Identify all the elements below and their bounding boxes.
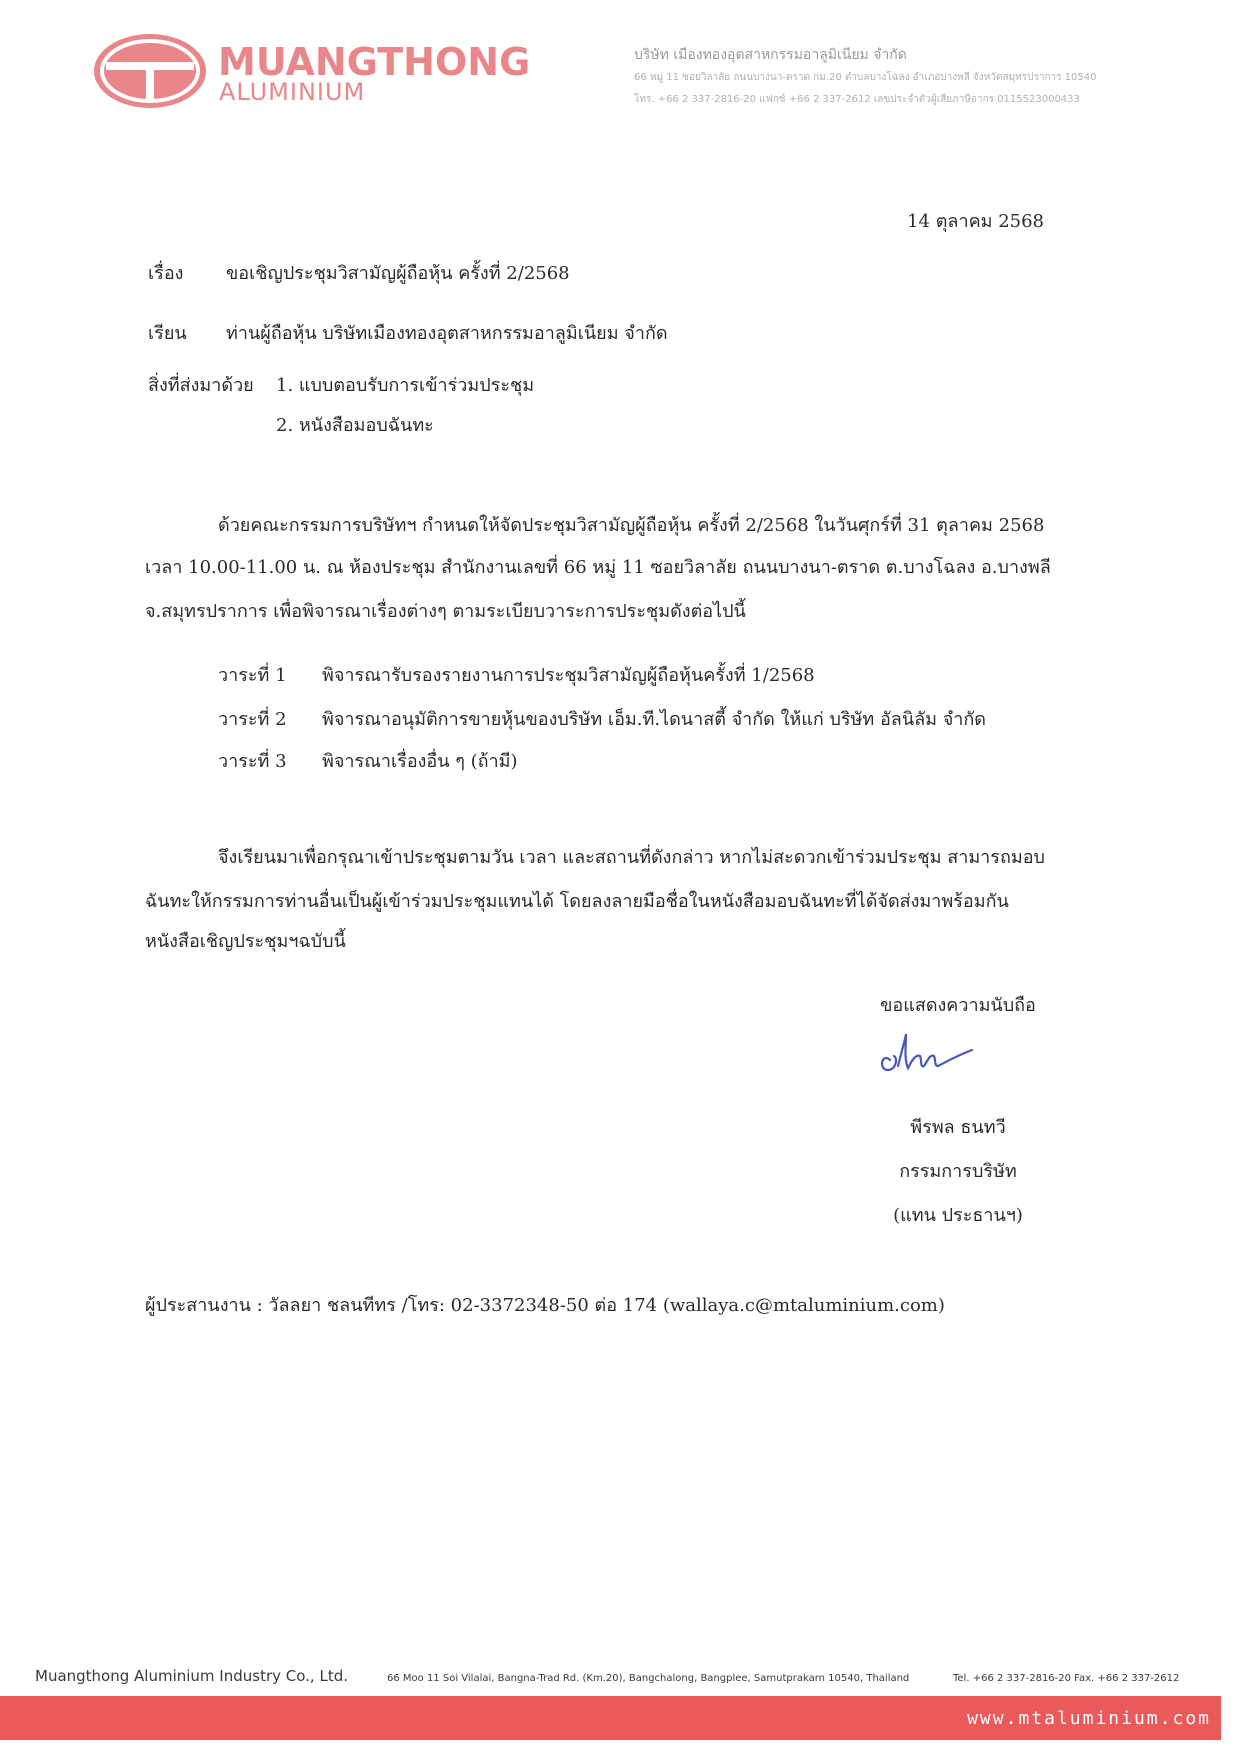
company-logo-icon <box>92 32 208 110</box>
footer-website: www.mtaluminium.com <box>967 1708 1211 1729</box>
recipient-text: ท่านผู้ถือหุ้น บริษัทเมืองทองอุตสาหกรรมอาลูมิเนียม จำกัด <box>226 323 668 344</box>
body-paragraph-1-line: จ.สมุทรปราการ เพื่อพิจารณาเรื่องต่างๆ ตามระเบียบวาระการประชุมดังต่อไปนี้ <box>145 601 746 622</box>
body-paragraph-1-line: ด้วยคณะกรรมการบริษัทฯ กำหนดให้จัดประชุมวิสามัญผู้ถือหุ้น ครั้งที่ 2/2568 ในวันศุกร์ที่ 31 ตุลาคม 2568 <box>218 515 1045 536</box>
footer-address: 66 Moo 11 Soi Vilalai, Bangna-Trad Rd. (Km.20), Bangchalong, Bangplee, Samutprakarn 10540, Thailand <box>387 1673 910 1684</box>
company-name-thai: บริษัท เมืองทองอุตสาหกรรมอาลูมิเนียม จำกัด <box>634 47 907 63</box>
body-paragraph-2-line: ฉันทะให้กรรมการท่านอื่นเป็นผู้เข้าร่วมประชุมแทนได้ โดยลงลายมือชื่อในหนังสือมอบฉันทะที่ได้จัดส่งมาพร้อมกัน <box>145 891 1009 912</box>
subject-text: ขอเชิญประชุมวิสามัญผู้ถือหุ้น ครั้งที่ 2/2568 <box>226 263 570 284</box>
recipient-label: เรียน <box>148 323 187 344</box>
body-paragraph-2-line: หนังสือเชิญประชุมฯฉบับนี้ <box>145 931 346 952</box>
signer-name: พีรพล ธนทวี <box>910 1117 1006 1138</box>
agenda-item: พิจารณาเรื่องอื่น ๆ (ถ้ามี) <box>322 751 518 772</box>
company-contact-thai: โทร. +66 2 337-2816-20 แฟกซ์ +66 2 337-2612 เลขประจำตัวผู้เสียภาษีอากร 0115523000433 <box>634 94 1080 105</box>
coordinator-contact: ผู้ประสานงาน : วัลลยา ชลนทีทร /โทร: 02-3372348-50 ต่อ 174 (wallaya.c@mtaluminium.com) <box>145 1295 945 1316</box>
closing-text: ขอแสดงความนับถือ <box>880 995 1036 1016</box>
agenda-item: พิจารณารับรองรายงานการประชุมวิสามัญผู้ถือหุ้นครั้งที่ 1/2568 <box>322 665 815 686</box>
signer-role: (แทน ประธานฯ) <box>893 1205 1023 1226</box>
brand-name: MUANGTHONG <box>218 40 531 84</box>
footer-phone: Tel. +66 2 337-2816-20 Fax. +66 2 337-2612 <box>953 1673 1180 1684</box>
subject-label: เรื่อง <box>148 263 184 284</box>
brand-subtitle: ALUMINIUM <box>219 78 366 106</box>
signer-title: กรรมการบริษัท <box>899 1161 1017 1182</box>
body-paragraph-2-line: จึงเรียนมาเพื่อกรุณาเข้าประชุมตามวัน เวลา และสถานที่ดังกล่าว หากไม่สะดวกเข้าร่วมประชุม สามารถมอบ <box>218 847 1045 868</box>
agenda-label: วาระที่ 1 <box>218 665 287 686</box>
agenda-item: พิจารณาอนุมัติการขายหุ้นของบริษัท เอ็ม.ที.ไดนาสตี้ จำกัด ให้แก่ บริษัท อัลนิลัม จำกัด <box>322 709 986 730</box>
footer-company-name: Muangthong Aluminium Industry Co., Ltd. <box>35 1667 348 1685</box>
enclosure-item: 1. แบบตอบรับการเข้าร่วมประชุม <box>276 375 535 396</box>
company-address-thai: 66 หมู่ 11 ซอยวิลาลัย ถนนบางนา-ตราด กม.20 ตำบลบางโฉลง อำเภอบางพลี จังหวัดสมุทรปราการ 10540 <box>634 72 1097 83</box>
letter-date: 14 ตุลาคม 2568 <box>907 211 1044 232</box>
body-paragraph-1-line: เวลา 10.00-11.00 น. ณ ห้องประชุม สำนักงานเลขที่ 66 หมู่ 11 ซอยวิลาลัย ถนนบางนา-ตราด ต.บางโฉลง อ.บางพลี <box>145 557 1051 578</box>
agenda-label: วาระที่ 2 <box>218 709 287 730</box>
enclosure-label: สิ่งที่ส่งมาด้วย <box>148 375 254 396</box>
enclosure-item: 2. หนังสือมอบฉันทะ <box>276 415 434 436</box>
agenda-label: วาระที่ 3 <box>218 751 287 772</box>
handwritten-signature <box>876 1030 986 1086</box>
